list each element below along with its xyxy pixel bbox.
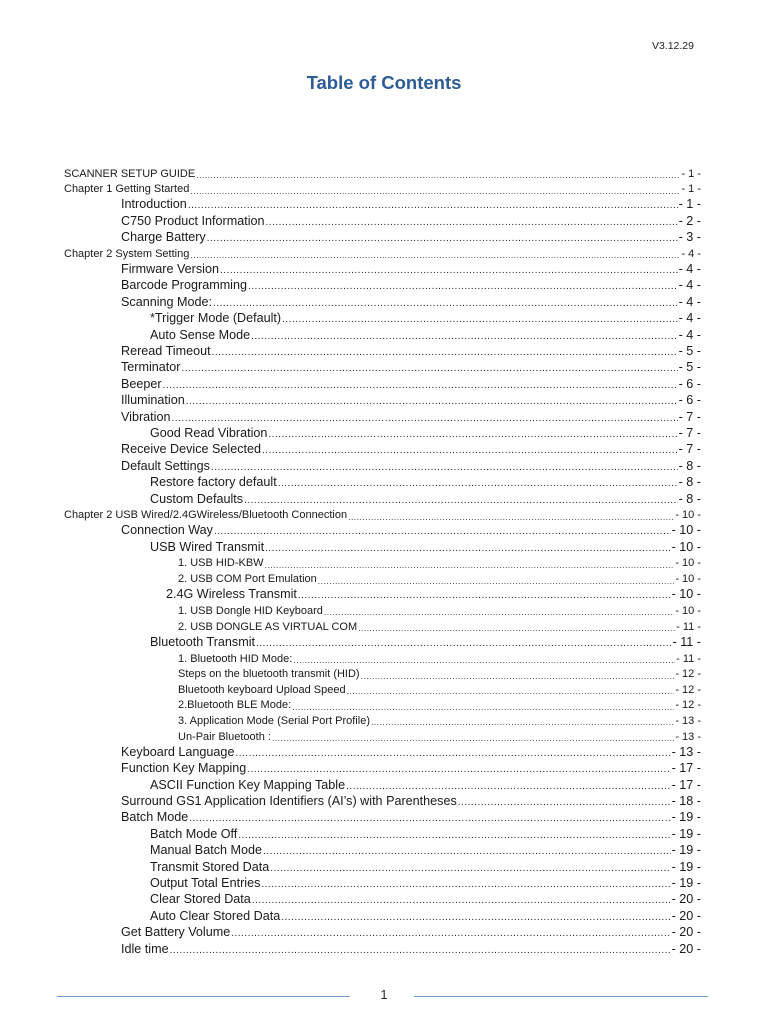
toc-entry-label: Chapter 2 USB Wired/2.4GWireless/Bluetooth Connection: [64, 509, 348, 522]
toc-entry-label: Terminator: [121, 360, 181, 375]
toc-entry-label: 2. USB COM Port Emulation: [178, 573, 317, 585]
toc-entry-page: - 17 -: [671, 761, 701, 776]
dot-leader: [207, 234, 678, 244]
toc-entry-page: - 20 -: [671, 925, 701, 940]
toc-entry[interactable]: [64, 841, 701, 857]
toc-entry-label: Get Battery Volume: [121, 925, 231, 940]
toc-entry[interactable]: [64, 440, 701, 456]
toc-entry-label: Introduction: [121, 197, 187, 212]
toc-entry[interactable]: [64, 521, 701, 537]
toc-entry-label: Steps on the bluetooth transmit (HID): [178, 668, 360, 681]
toc-entry-label: 2.Bluetooth BLE Mode:: [178, 699, 292, 712]
toc-entry-page: - 10 -: [675, 509, 701, 522]
toc-entry[interactable]: [64, 244, 701, 260]
toc-entry-page: - 5 -: [678, 360, 701, 375]
dot-leader: [182, 364, 678, 374]
dot-leader: [248, 282, 678, 292]
dot-leader: [214, 527, 671, 537]
table-of-contents: [64, 164, 701, 956]
toc-entry[interactable]: [64, 906, 701, 922]
toc-entry-label: Idle time: [121, 941, 169, 956]
dot-leader: [358, 624, 675, 633]
toc-entry[interactable]: [64, 727, 701, 743]
toc-entry[interactable]: [64, 665, 701, 681]
toc-entry[interactable]: [64, 276, 701, 292]
dot-leader: [190, 251, 680, 260]
footer-rule-right: [414, 996, 708, 997]
toc-entry[interactable]: [64, 554, 701, 570]
dot-leader: [298, 591, 671, 601]
toc-entry-label: Connection Way: [121, 523, 213, 538]
toc-entry[interactable]: [64, 808, 701, 824]
toc-entry[interactable]: [64, 358, 701, 374]
toc-entry-page: - 7 -: [678, 425, 701, 440]
toc-entry[interactable]: [64, 456, 701, 472]
toc-entry-label: USB Wired Transmit: [150, 539, 265, 554]
toc-entry-label: Auto Sense Mode: [150, 327, 251, 342]
dot-leader: [189, 814, 670, 824]
toc-entry-page: - 10 -: [675, 557, 701, 570]
toc-entry-page: - 8 -: [678, 475, 701, 490]
dot-leader: [171, 414, 677, 424]
toc-entry-label: Receive Device Selected: [121, 442, 262, 457]
toc-entry-page: - 12 -: [675, 683, 701, 696]
dot-leader: [266, 218, 678, 228]
toc-entry-label: SCANNER SETUP GUIDE: [64, 167, 196, 180]
toc-entry-page: - 18 -: [671, 794, 701, 809]
dot-leader: [244, 496, 678, 506]
toc-entry[interactable]: [64, 775, 701, 791]
dot-leader: [220, 266, 678, 276]
toc-entry[interactable]: [64, 180, 701, 196]
toc-entry-page: - 4 -: [678, 262, 701, 277]
toc-entry-page: - 1 -: [681, 167, 701, 180]
toc-entry[interactable]: [64, 211, 701, 227]
toc-entry-page: - 7 -: [678, 409, 701, 424]
toc-entry-label: 2. USB DONGLE AS VIRTUAL COM: [178, 620, 358, 633]
toc-entry-page: - 8 -: [678, 458, 701, 473]
toc-entry[interactable]: [64, 743, 701, 759]
toc-entry-page: - 13 -: [671, 744, 701, 759]
toc-entry-page: - 11 -: [676, 620, 701, 633]
toc-entry-page: - 8 -: [678, 491, 701, 506]
toc-entry-page: - 1 -: [681, 183, 701, 195]
page-number: 1: [380, 988, 388, 1002]
dot-leader: [348, 513, 674, 522]
toc-entry-label: Batch Mode: [121, 810, 189, 825]
dot-leader: [213, 299, 678, 309]
toc-entry[interactable]: [64, 424, 701, 440]
toc-entry[interactable]: [64, 759, 701, 775]
toc-entry-page: - 10 -: [671, 587, 701, 602]
dot-leader: [262, 446, 678, 456]
toc-entry-label: Chapter 2 System Setting: [64, 247, 190, 260]
toc-entry-page: - 19 -: [671, 810, 701, 825]
dot-leader: [270, 864, 670, 874]
dot-leader: [235, 749, 670, 759]
toc-entry-label: 2.4G Wireless Transmit: [166, 587, 297, 602]
toc-entry-label: Manual Batch Mode: [150, 843, 263, 858]
page-title: Table of Contents: [306, 72, 462, 93]
toc-entry-page: - 5 -: [678, 344, 701, 359]
dot-leader: [170, 946, 671, 956]
dot-leader: [458, 798, 671, 808]
toc-entry-page: - 13 -: [675, 730, 701, 743]
toc-entry-page: - 19 -: [671, 843, 701, 858]
dot-leader: [263, 847, 671, 857]
toc-entry-page: - 10 -: [671, 539, 701, 554]
toc-entry-page: - 17 -: [671, 777, 701, 792]
toc-entry[interactable]: [64, 824, 701, 840]
toc-entry-label: 1. Bluetooth HID Mode:: [178, 652, 293, 665]
dot-leader: [190, 187, 680, 196]
toc-entry-label: Chapter 1 Getting Started: [64, 183, 190, 195]
toc-entry-label: Good Read Vibration: [150, 425, 268, 440]
toc-entry-page: - 20 -: [671, 941, 701, 956]
toc-entry[interactable]: [64, 601, 701, 617]
toc-entry[interactable]: [64, 342, 701, 358]
toc-entry-page: - 7 -: [678, 442, 701, 457]
dot-leader: [278, 479, 678, 489]
dot-leader: [261, 880, 670, 890]
toc-entry[interactable]: [64, 617, 701, 633]
toc-entry-page: - 4 -: [678, 311, 701, 326]
toc-entry-page: - 13 -: [675, 714, 701, 727]
toc-entry-page: - 19 -: [671, 859, 701, 874]
toc-entry-label: 3. Application Mode (Serial Port Profile): [178, 714, 370, 727]
dot-leader: [265, 561, 675, 570]
toc-entry-label: Reread Timeout: [121, 344, 211, 359]
dot-leader: [281, 913, 670, 923]
toc-entry[interactable]: [64, 407, 701, 423]
toc-entry-label: ASCII Function Key Mapping Table: [150, 777, 346, 792]
toc-entry-label: Beeper: [121, 376, 162, 391]
toc-entry-page: - 1 -: [678, 197, 701, 212]
toc-entry-label: *Trigger Mode (Default): [150, 311, 282, 326]
dot-leader: [346, 782, 671, 792]
toc-entry[interactable]: [64, 506, 701, 522]
toc-entry[interactable]: [64, 325, 701, 341]
toc-entry-page: - 12 -: [675, 699, 701, 712]
toc-entry[interactable]: [64, 649, 701, 665]
dot-leader: [251, 332, 677, 342]
toc-entry-label: Clear Stored Data: [150, 892, 251, 907]
dot-leader: [282, 315, 677, 325]
toc-entry-label: Batch Mode Off: [150, 826, 238, 841]
toc-entry-label: Scanning Mode:: [121, 294, 213, 309]
toc-entry-label: Illumination: [121, 393, 185, 408]
toc-entry-label: Custom Defaults: [150, 491, 244, 506]
toc-entry-label: Charge Battery: [121, 230, 206, 245]
toc-entry-label: Bluetooth Transmit: [150, 634, 255, 649]
toc-entry[interactable]: [64, 391, 701, 407]
toc-entry-label: Auto Clear Stored Data: [150, 908, 281, 923]
toc-entry-page: - 10 -: [675, 573, 701, 585]
toc-entry[interactable]: [64, 374, 701, 390]
toc-entry[interactable]: [64, 260, 701, 276]
toc-entry-label: Output Total Entries: [150, 876, 261, 891]
dot-leader: [268, 430, 677, 440]
dot-leader: [186, 397, 678, 407]
version-label: V3.12.29: [651, 40, 694, 52]
toc-entry[interactable]: [64, 939, 701, 955]
toc-entry-page: - 19 -: [671, 876, 701, 891]
toc-entry[interactable]: [64, 711, 701, 727]
dot-leader: [247, 765, 670, 775]
toc-entry[interactable]: [64, 228, 701, 244]
dot-leader: [238, 831, 670, 841]
toc-entry-page: - 4 -: [678, 278, 701, 293]
toc-entry[interactable]: [64, 874, 701, 890]
dot-leader: [293, 656, 675, 665]
toc-entry-label: Un-Pair Bluetooth :: [178, 730, 271, 743]
toc-entry[interactable]: [64, 585, 701, 601]
toc-entry-label: C750 Product Information: [121, 213, 265, 228]
toc-entry-label: Barcode Programming: [121, 278, 247, 293]
toc-entry-label: Vibration: [121, 409, 171, 424]
toc-entry-page: - 6 -: [678, 393, 701, 408]
toc-entry[interactable]: [64, 195, 701, 211]
toc-entry-page: - 20 -: [671, 908, 701, 923]
toc-entry-label: Firmware Version: [121, 262, 219, 277]
dot-leader: [231, 929, 670, 939]
toc-entry-page: - 11 -: [676, 652, 701, 665]
toc-entry-page: - 4 -: [678, 327, 701, 342]
dot-leader: [188, 201, 678, 211]
toc-entry-page: - 19 -: [671, 826, 701, 841]
dot-leader: [371, 718, 674, 727]
toc-entry[interactable]: [64, 890, 701, 906]
toc-entry-page: - 20 -: [671, 892, 701, 907]
dot-leader: [252, 896, 671, 906]
toc-entry[interactable]: [64, 473, 701, 489]
toc-entry-page: - 3 -: [678, 230, 701, 245]
toc-entry-label: 1. USB Dongle HID Keyboard: [178, 604, 323, 617]
toc-entry-label: 1. USB HID-KBW: [178, 557, 264, 570]
toc-entry-label: Function Key Mapping: [121, 761, 247, 776]
toc-entry-label: Surround GS1 Application Identifiers (AI’s) with Parentheses: [121, 794, 457, 809]
dot-leader: [212, 348, 678, 358]
dot-leader: [196, 171, 680, 180]
toc-entry-page: - 10 -: [671, 523, 701, 538]
toc-entry[interactable]: [64, 923, 701, 939]
toc-entry[interactable]: [64, 680, 701, 696]
dot-leader: [324, 608, 674, 617]
toc-entry-page: - 4 -: [681, 247, 701, 260]
dot-leader: [292, 703, 674, 712]
dot-leader: [265, 544, 671, 554]
dot-leader: [211, 463, 678, 473]
toc-entry[interactable]: [64, 792, 701, 808]
toc-entry-label: Default Settings: [121, 458, 210, 473]
dot-leader: [318, 577, 675, 586]
toc-entry-label: Keyboard Language: [121, 744, 235, 759]
dot-leader: [272, 734, 674, 743]
toc-entry-page: - 11 -: [672, 634, 701, 649]
toc-entry[interactable]: [64, 164, 701, 180]
toc-entry[interactable]: [64, 696, 701, 712]
toc-entry[interactable]: [64, 489, 701, 505]
toc-entry-label: Transmit Stored Data: [150, 859, 270, 874]
toc-entry-page: - 2 -: [678, 213, 701, 228]
dot-leader: [163, 381, 678, 391]
toc-entry[interactable]: [64, 569, 701, 585]
toc-entry-page: - 10 -: [675, 604, 701, 617]
dot-leader: [347, 687, 675, 696]
toc-entry-page: - 12 -: [675, 668, 701, 681]
toc-entry-label: Bluetooth keyboard Upload Speed: [178, 683, 346, 696]
dot-leader: [256, 639, 672, 649]
toc-entry[interactable]: [64, 633, 701, 649]
dot-leader: [361, 672, 675, 681]
toc-entry[interactable]: [64, 857, 701, 873]
toc-entry-page: - 4 -: [678, 294, 701, 309]
toc-entry-label: Restore factory default: [150, 475, 277, 490]
toc-entry[interactable]: [64, 537, 701, 553]
toc-entry[interactable]: [64, 309, 701, 325]
toc-entry-page: - 6 -: [678, 376, 701, 391]
toc-entry[interactable]: [64, 292, 701, 308]
